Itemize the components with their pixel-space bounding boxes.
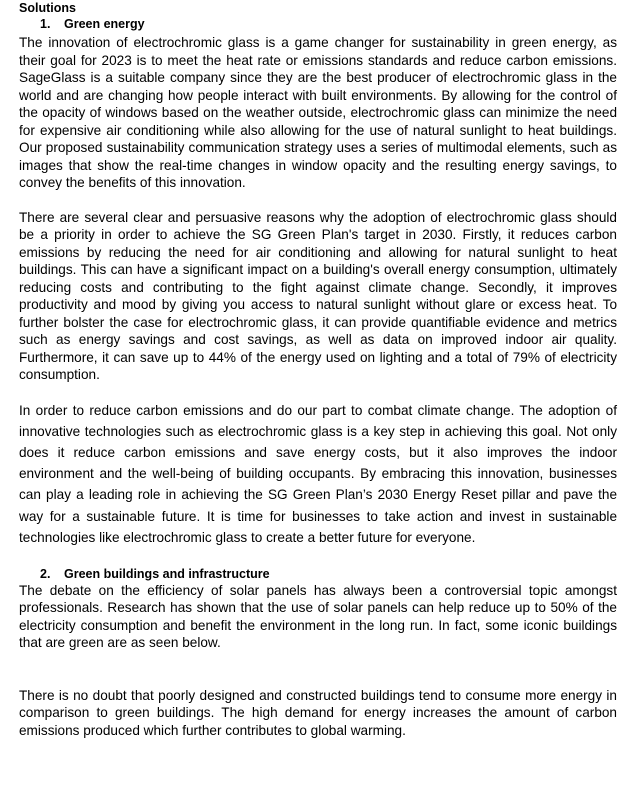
document-page	[19, 0, 617, 739]
paragraph: The innovation of electrochromic glass is a game changer for sustainability in green energy, as their goal for 2023 is to meet the heat rate or emissions standards and reduce carbon emissions. SageGlass is a suitable company since they are the best producer of electrochromic glass in the world and are changing how people interact with built environments. By allowing for the control of the opacity of windows based on the weather outside, electrochromic glass can minimize the need for expensive air conditioning while also allowing for the use of natural sunlight to heat buildings. Our proposed sustainability communication strategy uses a series of multimodal elements, such as images that show the real-time changes in window opacity and the resulting energy savings, to convey the benefits of this innovation.	[19, 35, 617, 190]
section-title: Green buildings and infrastructure	[64, 566, 270, 581]
section-heading	[19, 566, 617, 582]
section-number: 2.	[40, 566, 51, 581]
paragraph: In order to reduce carbon emissions and do our part to combat climate change. The adoption of innovative technologies such as electrochromic glass is a key step in achieving this goal. Not only does it reduce carbon emissions and save energy costs, but it also improves the indoor environment and the well-being of building occupants. By embracing this innovation, businesses can play a leading role in achieving the SG Green Plan’s 2030 Energy Reset pillar and pave the way for a sustainable future. It is time for businesses to take action and invest in sustainable technologies like electrochromic glass to create a better future for everyone.	[19, 402, 617, 545]
paragraph: There are several clear and persuasive reasons why the adoption of electrochromic glass should be a priority in order to achieve the SG Green Plan's target in 2030. Firstly, it reduces carbon emissions by reducing the need for air conditioning and allowing for natural sunlight to heat buildings. This can have a significant impact on a building's overall energy consumption, ultimately reducing costs and contributing to the fight against climate change. Secondly, it improves productivity and mood by giving you access to natural sunlight without glare or excess heat. To further bolster the case for electrochromic glass, it can provide quantifiable evidence and metrics such as energy savings and cost savings, as well as data on improved indoor air quality. Furthermore, it can save up to 44% of the energy used on lighting and a total of 79% of electricity consumption.	[19, 209, 617, 382]
section-heading	[19, 16, 617, 32]
document-title: Solutions	[19, 1, 76, 15]
section-title: Green energy	[64, 17, 145, 31]
paragraph: The debate on the efficiency of solar panels has always been a controversial topic amongst professionals. Research has shown that the use of solar panels can help reduce up to 50% of the electricity consumption and benefit the environment in the long run. In fact, some iconic buildings that are green are as seen below.	[19, 582, 617, 651]
section-number: 1.	[40, 17, 51, 31]
paragraph: There is no doubt that poorly designed and constructed buildings tend to consume more energy in comparison to green buildings. The high demand for energy increases the amount of carbon emissions produced which further contributes to global warming.	[19, 687, 617, 738]
